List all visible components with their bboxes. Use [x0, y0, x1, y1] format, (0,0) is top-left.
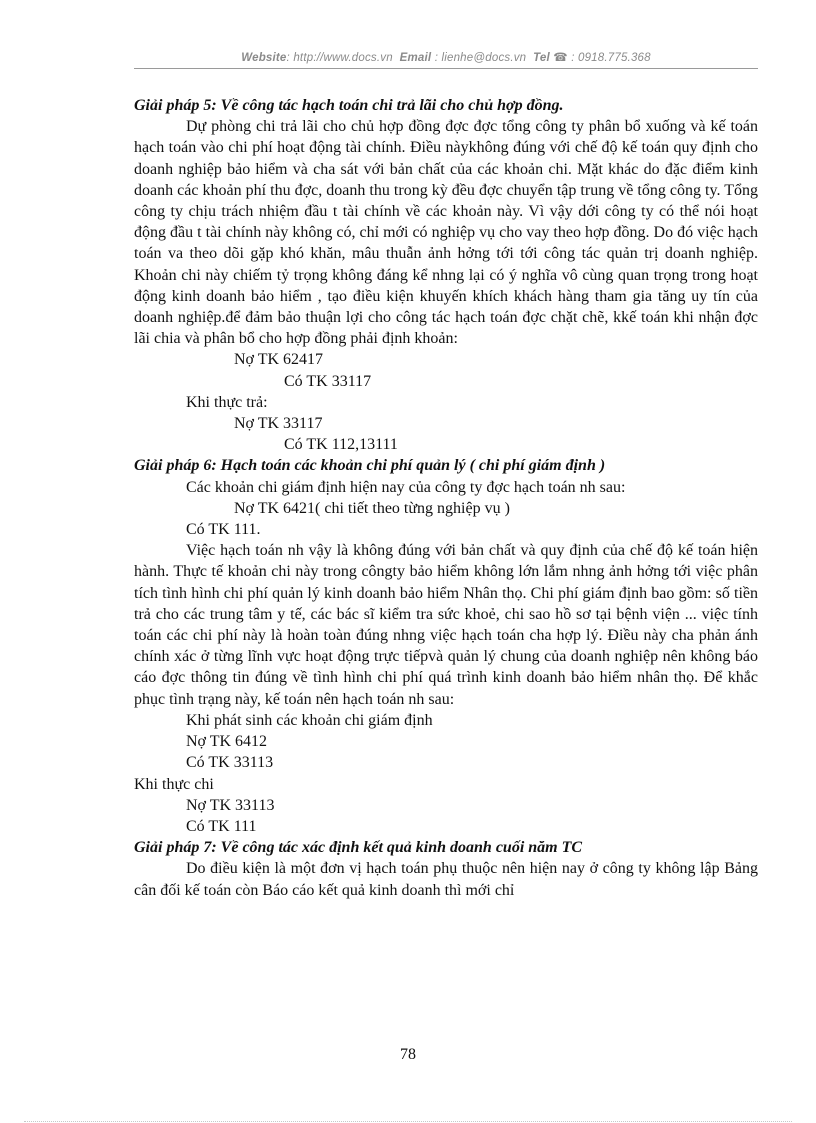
section-7-title: Giải pháp 7: Về công tác xác định kết quả kinh doanh cuối năm TC [134, 839, 583, 857]
entry-credit: Có TK 111. [186, 521, 261, 539]
website-value: : http://www.docs.vn [286, 52, 393, 64]
entry-debit: Nợ TK 33113 [186, 796, 275, 814]
entry-debit: Nợ TK 33117 [234, 415, 323, 433]
entry-credit: Có TK 33113 [186, 754, 274, 772]
page-number: 78 [400, 1046, 416, 1063]
section-6-paragraph: Việc hạch toán nh vậy là không đúng với bản chất và quy định của chế độ kế toán hiện hành. Thực tế khoản chi này trong côngty bảo hiểm không lớn lắm nhng ảnh hởng tới việc phân tích tình hình chi phí quản lý kinh doanh bảo hiểm Nhân thọ. Chi phí giám định bao gồm: số tiền trả cho các trung tâm y tế, các bác sĩ kiểm tra sức khoẻ, chi sao hồ sơ tại bệnh viện ... việc tính toán các chi phí này là hoàn toàn đúng nhng việc hạch toán cha hợp lý. Điều này cha phản ánh chính xác ở từng lĩnh vực hoạt động trực tiếpvà quản lý chung của doanh nghiệp nên không báo cáo đợc thông tin đúng về tình hình chi phí quá trình kinh doanh bảo hiểm nhân thọ. Để khắc phục tình trạng này, kế toán nên hạch toán nh sau: [134, 542, 758, 708]
entry-caption: Khi phát sinh các khoản chi giám định [186, 711, 433, 729]
section-7-paragraph: Do điều kiện là một đơn vị hạch toán phụ thuộc nên hiện nay ở công ty không lập Bảng cân đối kế toán còn Báo cáo kết quả kinh doanh thì mới chỉ [134, 860, 758, 899]
page-header [134, 50, 758, 64]
section-6-title: Giải pháp 6: Hạch toán các khoản chi phí quản lý ( chi phí giám định ) [134, 457, 606, 475]
document-body [134, 95, 758, 901]
tel-label: Tel [533, 52, 550, 64]
entry-debit: Nợ TK 62417 [234, 351, 324, 369]
entry-credit: Có TK 111 [186, 817, 257, 835]
entry-credit: Có TK 112,13111 [284, 436, 398, 454]
entry-debit: Nợ TK 6421( chi tiết theo từng nghiệp vụ ) [234, 499, 510, 517]
page-bottom-border [24, 1121, 792, 1122]
section-6-intro: Các khoản chi giám định hiện nay của công ty đợc hạch toán nh sau: [186, 478, 626, 496]
tel-value: ☎ : 0918.775.368 [549, 52, 651, 64]
email-label: Email [399, 52, 432, 64]
entry-credit: Có TK 33117 [284, 372, 372, 390]
section-5-paragraph: Dự phòng chi trả lãi cho chủ hợp đồng đợc đợc tổng công ty phân bổ xuống và kế toán hạch toán vào chi phí hoạt động tài chính. Điều nàykhông đúng với chế độ kế toán quy định cho doanh nghiệp bảo hiểm và cha sát với bản chất của các khoản chi. Mặt khác do đặc điểm kinh doanh các khoản phí thu đợc, doanh thu trong kỳ đều đợc chuyển tập trung về tổng công ty. Tổng công ty chịu trách nhiệm đầu t tài chính về các khoản này. Vì vậy dới công ty có thể nói hoạt động đầu t tài chính này không có, chỉ mới có nghiệp vụ cho vay theo hợp đồng. Do đó việc hạch toán va theo dõi gặp khó khăn, mâu thuẫn ảnh hởng tới tới công tác quản trị doanh nghiệp. Khoản chi này chiếm tỷ trọng không đáng kể nhng lại có ý nghĩa vô cùng quan trọng trong hoạt động kinh doanh bảo hiểm , tạo điều kiện khuyến khích khách hàng tham gia tăng uy tín của doanh nghiệp.để đảm bảo thuận lợi cho công tác hạch toán đợc chặt chẽ, kkế toán khi nhận đợc lãi chia và phân bổ cho hợp đồng phải định khoản: [134, 118, 758, 348]
website-label: Website [241, 52, 287, 64]
email-value: : lienhe@docs.vn [431, 52, 527, 64]
entry-debit: Nợ TK 6412 [186, 733, 268, 751]
header-divider [134, 68, 758, 69]
section-5-title: Giải pháp 5: Về công tác hạch toán chi trả lãi cho chủ hợp đồng. [134, 97, 564, 114]
entry-caption: Khi thực trả: [186, 393, 268, 411]
entry-caption: Khi thực chi [134, 775, 214, 793]
